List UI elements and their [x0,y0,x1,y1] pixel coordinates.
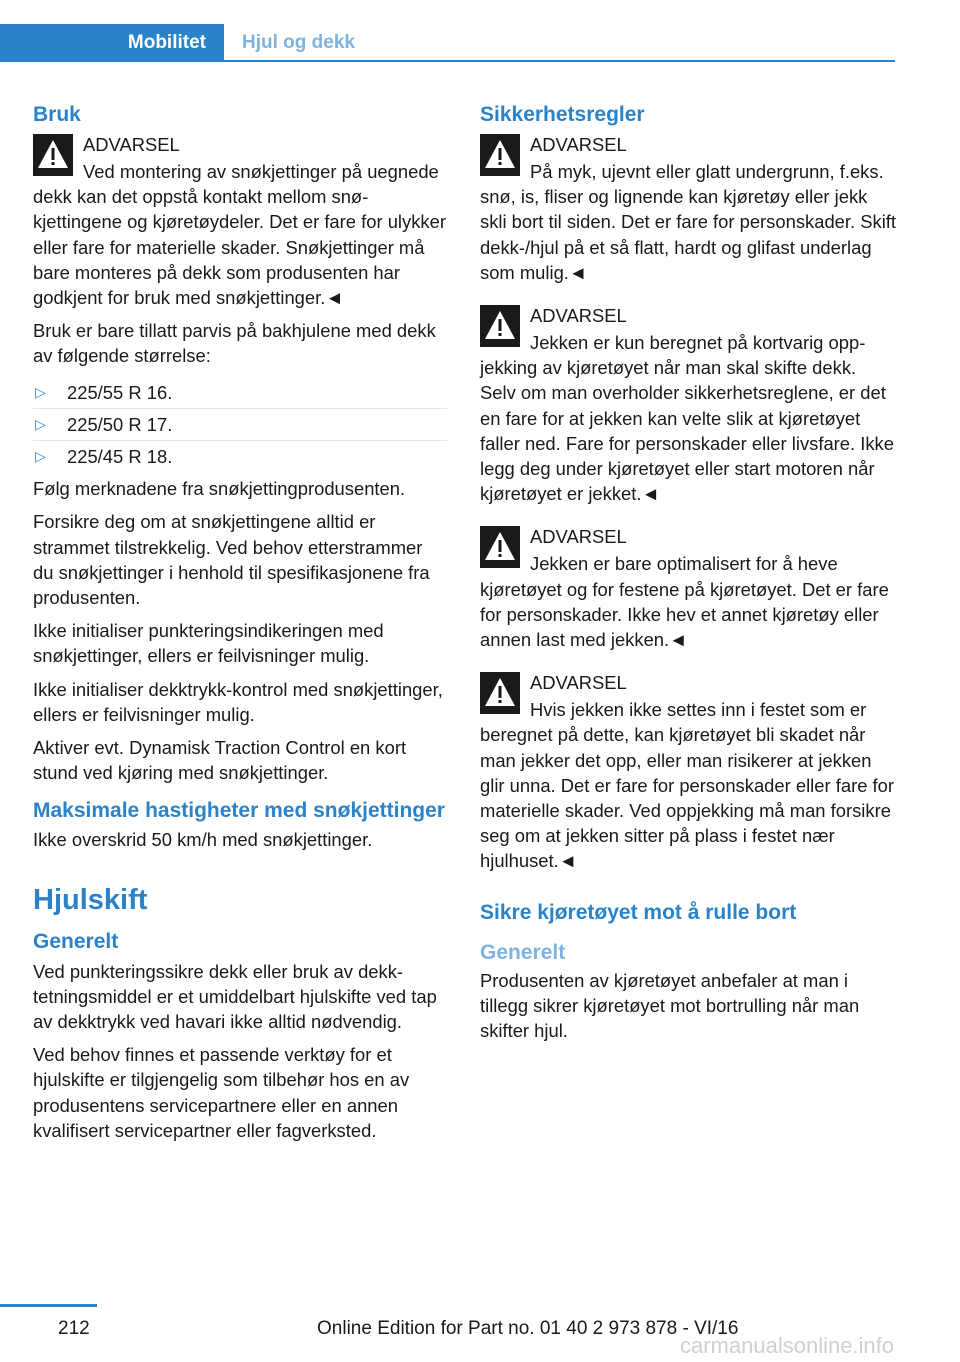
warning-block [480,670,896,873]
watermark: carmanualsonline.info [680,1333,895,1358]
warning-text: Jekken er kun beregnet på kortvarig oppjekking av kjøretøyet når man skal skifte dekk. Selv om man overholder sikkerhetsreglene, er det en fare for at jekken kan velte slik at kjøretøyet faller ned. Fare for personskader eller livsfare. Ikke legg deg under kjøretøyet eller start motoren når kjøretøyet er jekket.◄ [480,332,894,505]
list-item-text: 225/45 R 18. [67,446,173,468]
triangle-bullet-icon: ▷ [35,448,46,465]
warning-triangle-icon [480,305,520,347]
right-column [480,102,896,1051]
paragraph: Ikke overskrid 50 km/h med snøkjettinger. [33,829,373,851]
list-item [33,441,447,472]
warning-triangle-icon [480,672,520,714]
edition-text: Online Edition for Part no. 01 40 2 973 878 - VI/16 [317,1318,739,1339]
paragraph: Aktiver evt. Dynamisk Traction Control en kort stund ved kjøring med snøkjettinger. [33,737,407,784]
paragraph: Produsenten av kjøretøyet anbefaler at man i tillegg sikrer kjøretøyet mot bortrulling når man skifter hjul. [480,969,860,1042]
page-number: 212 [58,1318,90,1339]
list-item [33,409,447,441]
warning-block [33,132,447,310]
triangle-bullet-icon: ▷ [35,383,46,400]
paragraph: Bruk er bare tillatt parvis på bakhjulene med dekk av følgende størrelse: [33,320,436,367]
heading-bruk: Bruk [33,103,81,126]
warning-triangle-icon [33,134,73,176]
warning-triangle-icon [480,526,520,568]
paragraph: Ikke initialiser dekktrykk-kontrol med snøkjettinger, ellers er feilvisninger mulig. [33,678,443,725]
paragraph: Følg merknadene fra snøkjettingprodusenten. [33,478,406,500]
tab-hjul-og-dekk[interactable] [224,24,355,62]
triangle-bullet-icon: ▷ [35,415,46,432]
heading-hjulskift: Hjulskift [33,883,148,916]
warning-text: Jekken er bare optimalisert for å heve kjøretøyet og for festene på kjøretøyet. Det er fare for personskader. Ikke hev et annet kjøretøy eller annen last med jekken.◄ [480,553,889,651]
list-item-text: 225/50 R 17. [67,413,173,435]
heading-maksimale-hastigheter: Maksimale hastigheter med snøkjettinger [33,799,445,823]
warning-text: Ved montering av snøkjettinger på uegnede dekk kan det oppstå kontakt mellom snøkjettingene og kjøretøydeler. Det er fare for ulykker eller fare for materielle skader. Snøkjettinger må bare monteres på dekk som produsenten har godkjent for bruk med snøkjettinger.◄ [33,161,446,309]
warning-label: ADVARSEL [530,134,627,155]
heading-sikkerhetsregler: Sikkerhetsregler [480,103,645,126]
left-column [33,102,447,1151]
footer-divider [0,1304,97,1307]
warning-triangle-icon [480,134,520,176]
warning-text: Hvis jekken ikke settes inn i festet som er beregnet på dette, kan kjøretøyet bli skadet når man jekker det opp, eller man risikerer at jekken glir unna. Det er fare for personskader eller fare for materielle skader. Ved oppjekking må man forsikre seg om at jekken sitter på plass i festet nær hjulhuset.◄ [480,699,894,872]
paragraph: Ved behov finnes et passende verktøy for et hjulskifte er tilgjengelig som tilbehør hos en av produsentens servicepartnere eller en annen kvalifisert servicepartner eller fagverksted. [33,1044,410,1141]
paragraph: Ved punkteringssikre dekk eller bruk av dekktetningsmiddel er et umiddelbart hjulskifte ved tap av dekktrykk ved havari ikke alltid nødvendig. [33,960,437,1033]
paragraph: Forsikre deg om at snøkjettingene alltid er strammet tilstrekkelig. Ved behov etterstrammer du snøkjettinger i henhold til spesifikasjonene fra produsenten. [33,511,430,609]
warning-label: ADVARSEL [83,134,180,155]
tab-mobilitet[interactable] [0,24,224,62]
heading-generelt: Generelt [33,929,119,953]
paragraph: Ikke initialiser punkteringsindikeringen med snøkjettinger, ellers er feilvisninger mulig. [33,620,384,667]
tire-size-list [33,377,447,473]
warning-label: ADVARSEL [530,305,627,327]
list-item-text: 225/55 R 16. [67,381,173,403]
warning-label: ADVARSEL [530,672,627,694]
warning-block [480,303,896,506]
list-item [33,377,447,409]
tab-hjul-og-dekk-label: Hjul og dekk [242,32,355,53]
warning-block [480,132,896,285]
tab-mobilitet-label: Mobilitet [127,32,206,53]
warning-text: På myk, ujevnt eller glatt undergrunn, f.eks. snø, is, fliser og lignende kan kjøretøy eller jekk skli bort til siden. Det er fare for personskader. Skift dekk-/hjul på et så flatt, hardt og glifast underlag som mulig.◄ [480,161,897,283]
heading-sikre-kjoretoyet: Sikre kjøretøyet mot å rulle bort [480,900,797,924]
warning-label: ADVARSEL [530,526,627,548]
heading-generelt: Generelt [480,940,566,964]
header-divider [0,60,895,62]
warning-block [480,524,896,652]
